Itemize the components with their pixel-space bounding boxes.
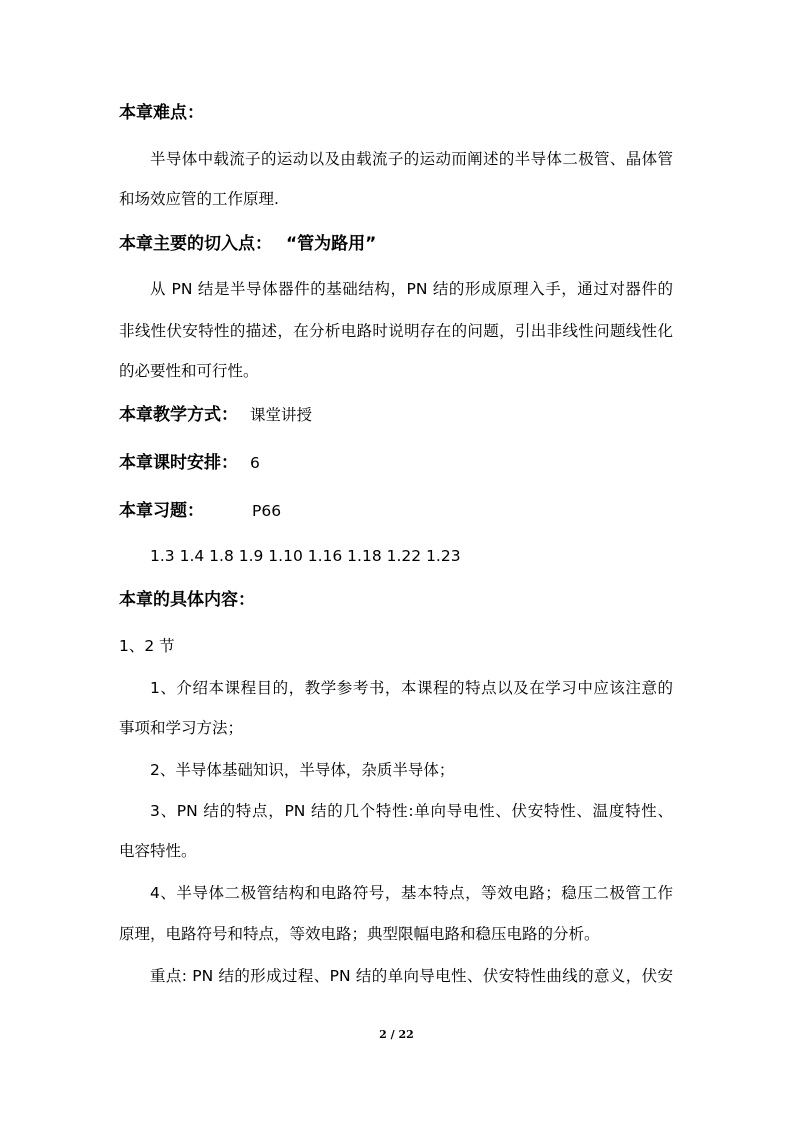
teaching-method-row: [119, 404, 312, 426]
content-line-1: 1、介绍本课程目的，教学参考书，本课程的特点以及在学习中应该注意的: [150, 679, 673, 697]
difficulty-text-line-1: 半导体中载流子的运动以及由载流子的运动而阐述的半导体二极管、晶体管: [150, 150, 673, 168]
schedule-row: [119, 452, 260, 474]
content-line-2: 事项和学习方法；: [119, 719, 244, 737]
entry-point-text-line-3: 的必要性和可行性。: [119, 362, 259, 380]
content-line-7: 原理，电路符号和特点，等效电路；典型限幅电路和稳压电路的分析。: [119, 925, 600, 943]
entry-point-quote: “管为路用”: [286, 234, 377, 254]
content-line-4: 3、PN 结的特点，PN 结的几个特性:单向导电性、伏安特性、温度特性、: [150, 802, 673, 820]
content-line-5: 电容特性。: [119, 842, 197, 860]
teaching-method-heading: 本章教学方式：: [119, 405, 238, 425]
difficulty-heading: 本章难点：: [119, 103, 204, 123]
content-line-8: 重点: PN 结的形成过程、PN 结的单向导电性、伏安特性曲线的意义，伏安: [150, 967, 673, 985]
difficulty-text-line-2: 和场效应管的工作原理.: [119, 190, 279, 208]
entry-point-heading-label: 本章主要的切入点：: [119, 234, 272, 254]
schedule-heading: 本章课时安排：: [119, 453, 238, 473]
teaching-method-value: 课堂讲授: [250, 406, 313, 424]
exercises-page-ref: P66: [252, 502, 282, 520]
content-heading: 本章的具体内容：: [119, 590, 255, 610]
entry-point-heading: [119, 233, 376, 255]
entry-point-text-line-2: 非线性伏安特性的描述，在分析电路时说明存在的问题，引出非线性问题线性化: [119, 322, 673, 340]
exercises-list: 1.3 1.4 1.8 1.9 1.10 1.16 1.18 1.22 1.23: [150, 547, 461, 565]
exercises-row: [119, 500, 281, 522]
content-section-label: 1、2 节: [119, 637, 175, 655]
content-line-3: 2、半导体基础知识，半导体，杂质半导体；: [150, 761, 455, 779]
page-number: 2 / 22: [379, 1028, 414, 1041]
exercises-heading: 本章习题：: [119, 501, 204, 521]
content-line-6: 4、半导体二极管结构和电路符号，基本特点，等效电路；稳压二极管工作: [150, 884, 673, 902]
entry-point-text-line-1: 从 PN 结是半导体器件的基础结构，PN 结的形成原理入手，通过对器件的: [150, 280, 673, 298]
schedule-value: 6: [250, 454, 260, 472]
